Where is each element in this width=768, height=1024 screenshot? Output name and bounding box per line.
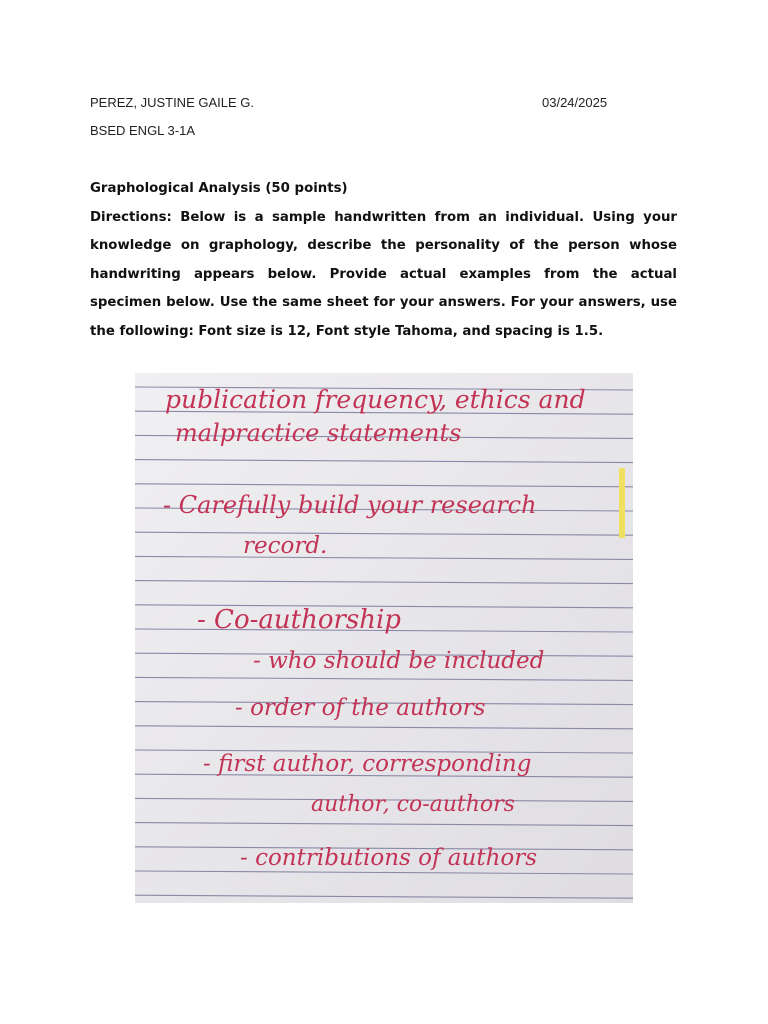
handwritten-line-8: - first author, corresponding [203,751,532,777]
sticky-note-edge [619,468,625,538]
assignment-title: Graphological Analysis (50 points) [90,181,348,196]
handwritten-line-9: author, co-authors [311,792,515,817]
handwritten-line-4: record. [243,533,328,559]
handwritten-line-5: - Co-authorship [197,605,401,635]
handwritten-line-10: - contributions of authors [240,845,538,871]
handwritten-line-6: - who should be included [253,648,545,674]
submission-date: 03/24/2025 [542,95,608,110]
handwritten-line-1: publication frequency, ethics and [165,385,586,414]
assignment-block [90,175,677,346]
student-name: PEREZ, JUSTINE GAILE G. [90,95,254,110]
handwritten-line-2: malpractice statements [175,419,462,447]
student-section: BSED ENGL 3-1A [90,123,196,138]
handwritten-line-7: - order of the authors [235,695,486,721]
assignment-directions: Directions: Below is a sample handwritten from an individual. Using your knowledge on graphology, describe the personality of the person whose handwriting appears below. Provide actual examples from the actual specimen below. Use the same sheet for your answers. For your answers, use the following: Font size is 12, Font style Tahoma, and spacing is 1.5. [90,209,677,339]
handwriting-specimen [135,373,633,903]
specimen-paper [135,373,633,903]
handwritten-line-3: - Carefully build your research [163,491,537,519]
